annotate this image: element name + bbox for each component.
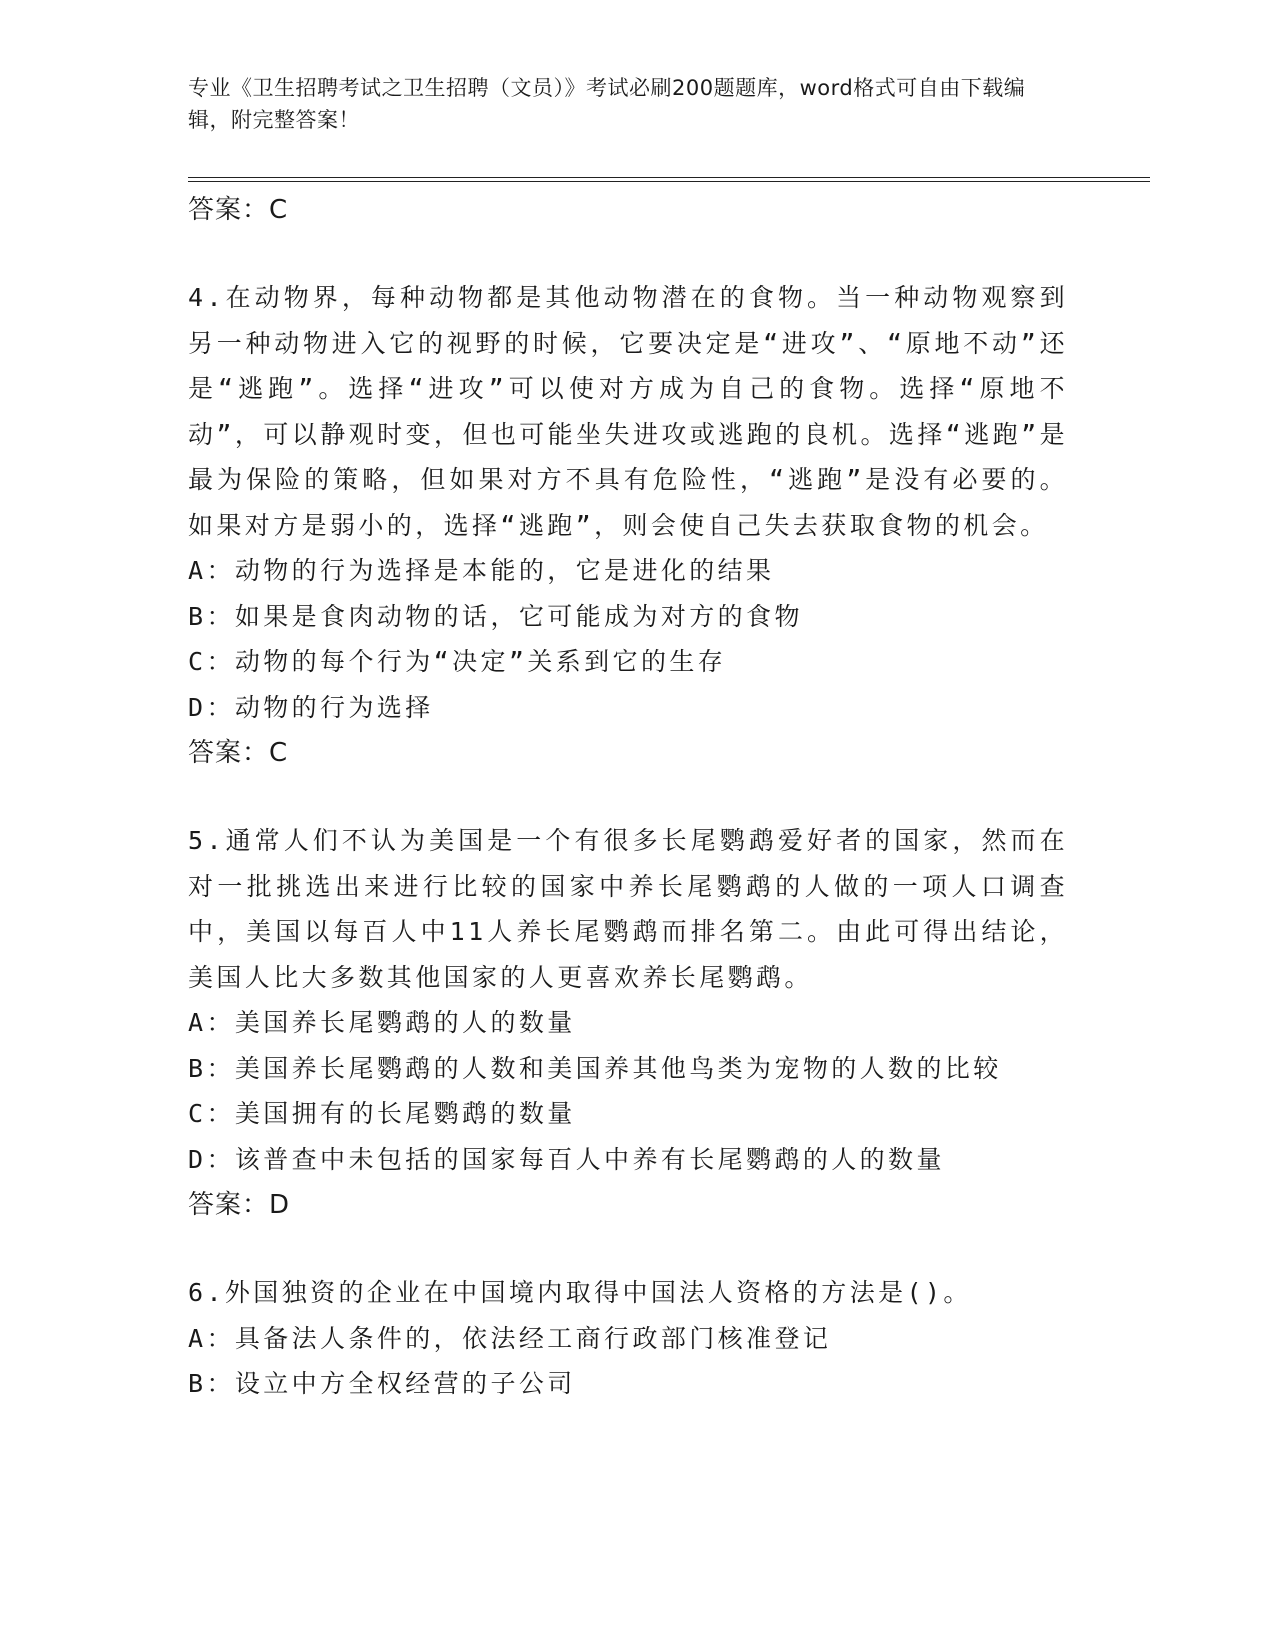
- answer-line: 答案：C: [188, 738, 289, 768]
- option-a: A：动物的行为选择是本能的，它是进化的结果: [188, 556, 775, 585]
- option-c: C：动物的每个行为“决定”关系到它的生存: [188, 647, 727, 676]
- option-d: D：该普查中未包括的国家每百人中养有长尾鹦鹉的人的数量: [188, 1144, 945, 1174]
- question-5: [188, 818, 1068, 1228]
- spacer: [188, 1228, 1068, 1270]
- header-divider-double: [188, 181, 1150, 182]
- question-stem: 5.通常人们不认为美国是一个有很多长尾鹦鹉爱好者的国家，然而在对一批挑选出来进行比较的国家中养长尾鹦鹉的人做的一项人口调查中，美国以每百人中11人养长尾鹦鹉而排名第二。由此可得出结论，美国人比大多数其他国家的人更喜欢养长尾鹦鹉。: [188, 826, 1068, 992]
- answer-line: 答案：C: [188, 195, 289, 225]
- option-b: B：如果是食肉动物的话，它可能成为对方的食物: [188, 601, 803, 631]
- option-b: B：设立中方全权经营的子公司: [188, 1369, 576, 1398]
- option-a: A：具备法人条件的，依法经工商行政部门核准登记: [188, 1323, 832, 1353]
- document-header: 专业《卫生招聘考试之卫生招聘（文员）》考试必刷200题题库，word格式可自由下载编辑，附完整答案！: [188, 76, 1026, 132]
- option-b: B：美国养长尾鹦鹉的人数和美国养其他鸟类为宠物的人数的比较: [188, 1053, 1002, 1083]
- header-divider: [188, 177, 1150, 178]
- question-6: [188, 1270, 1068, 1407]
- question-stem: 6.外国独资的企业在中国境内取得中国法人资格的方法是()。: [188, 1278, 972, 1307]
- question-4: [188, 275, 1068, 776]
- answer-line: 答案：D: [188, 1190, 291, 1220]
- spacer: [188, 776, 1068, 818]
- spacer: [188, 233, 1068, 275]
- question-content: [188, 187, 1068, 1407]
- question-stem: 4.在动物界，每种动物都是其他动物潜在的食物。当一种动物观察到另一种动物进入它的视野的时候，它要决定是“进攻”、“原地不动”还是“逃跑”。选择“进攻”可以使对方成为自己的食物。选择“原地不动”，可以静观时变，但也可能坐失进攻或逃跑的良机。选择“逃跑”是最为保险的策略，但如果对方不具有危险性，“逃跑”是没有必要的。如果对方是弱小的，选择“逃跑”，则会使自己失去获取食物的机会。: [188, 283, 1068, 540]
- option-d: D：动物的行为选择: [188, 692, 434, 722]
- option-a: A：美国养长尾鹦鹉的人的数量: [188, 1008, 576, 1037]
- option-c: C：美国拥有的长尾鹦鹉的数量: [188, 1099, 576, 1128]
